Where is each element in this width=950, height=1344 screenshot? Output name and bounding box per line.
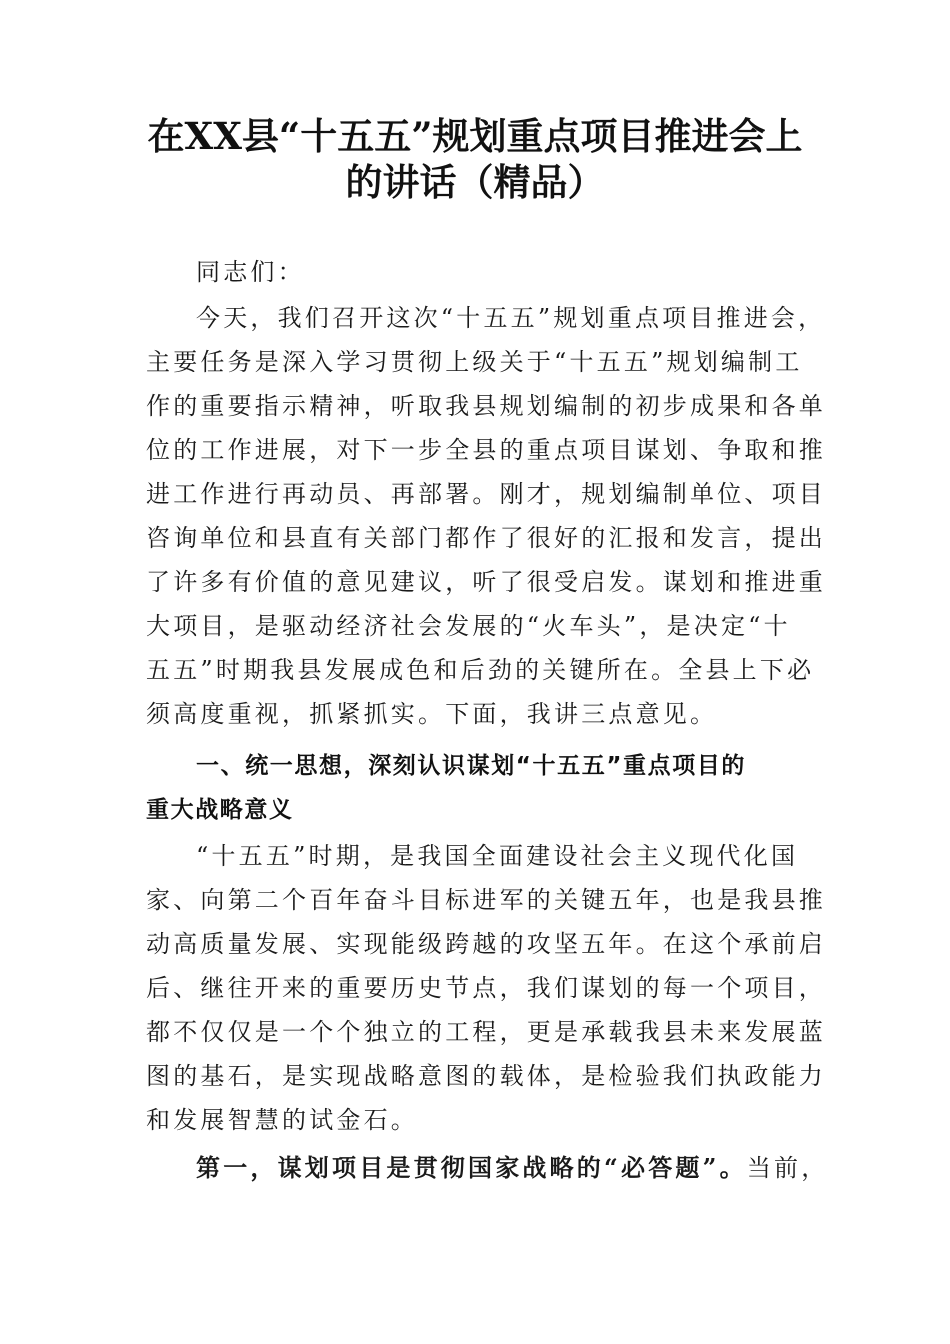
paragraph-1-line: 进工作进行再动员、再部署。刚才，规划编制单位、项目 bbox=[146, 480, 826, 508]
salutation: 同志们： bbox=[196, 258, 305, 286]
paragraph-3-bold-lead: 第一，谋划项目是贯彻国家战略的“必答题”。 bbox=[196, 1153, 747, 1182]
section-heading-1-line: 重大战略意义 bbox=[146, 797, 294, 823]
paragraph-1-line: 了许多有价值的意见建议，听了很受启发。谋划和推进重 bbox=[146, 568, 826, 596]
paragraph-3-line bbox=[196, 1146, 856, 1190]
paragraph-2-line: 和发展智慧的试金石。 bbox=[146, 1106, 418, 1134]
paragraph-1-line: 位的工作进展，对下一步全县的重点项目谋划、争取和推 bbox=[146, 436, 826, 464]
paragraph-1-line: 大项目，是驱动经济社会发展的“火车头”，是决定“十 bbox=[146, 612, 791, 640]
paragraph-2-line: 动高质量发展、实现能级跨越的攻坚五年。在这个承前启 bbox=[146, 930, 826, 958]
paragraph-2-line: 图的基石，是实现战略意图的载体，是检验我们执政能力 bbox=[146, 1062, 826, 1090]
paragraph-1-line: 今天，我们召开这次“十五五”规划重点项目推进会， bbox=[196, 304, 826, 332]
paragraph-1-line: 须高度重视，抓紧抓实。下面，我讲三点意见。 bbox=[146, 700, 718, 728]
paragraph-2-line: 后、继往开来的重要历史节点，我们谋划的每一个项目， bbox=[146, 974, 826, 1002]
document-title-line-1: 在XX县“十五五”规划重点项目推进会上 bbox=[147, 114, 803, 158]
paragraph-2-line: 家、向第二个百年奋斗目标进军的关键五年，也是我县推 bbox=[146, 886, 826, 914]
paragraph-2-line: 都不仅仅是一个个独立的工程，更是承载我县未来发展蓝 bbox=[146, 1018, 826, 1046]
paragraph-1-line: 咨询单位和县直有关部门都作了很好的汇报和发言，提出 bbox=[146, 524, 826, 552]
paragraph-1-line: 作的重要指示精神，听取我县规划编制的初步成果和各单 bbox=[146, 392, 826, 420]
paragraph-1-line: 主要任务是深入学习贯彻上级关于“十五五”规划编制工 bbox=[146, 348, 803, 376]
paragraph-2-line: “十五五”时期，是我国全面建设社会主义现代化国 bbox=[196, 842, 799, 870]
document-title-line-2: 的讲话（精品） bbox=[345, 160, 605, 204]
section-heading-1-line: 一、统一思想，深刻认识谋划“十五五”重点项目的 bbox=[196, 753, 747, 779]
paragraph-1-line: 五五”时期我县发展成色和后劲的关键所在。全县上下必 bbox=[146, 656, 815, 684]
paragraph-3-rest: 当前， bbox=[746, 1154, 829, 1182]
